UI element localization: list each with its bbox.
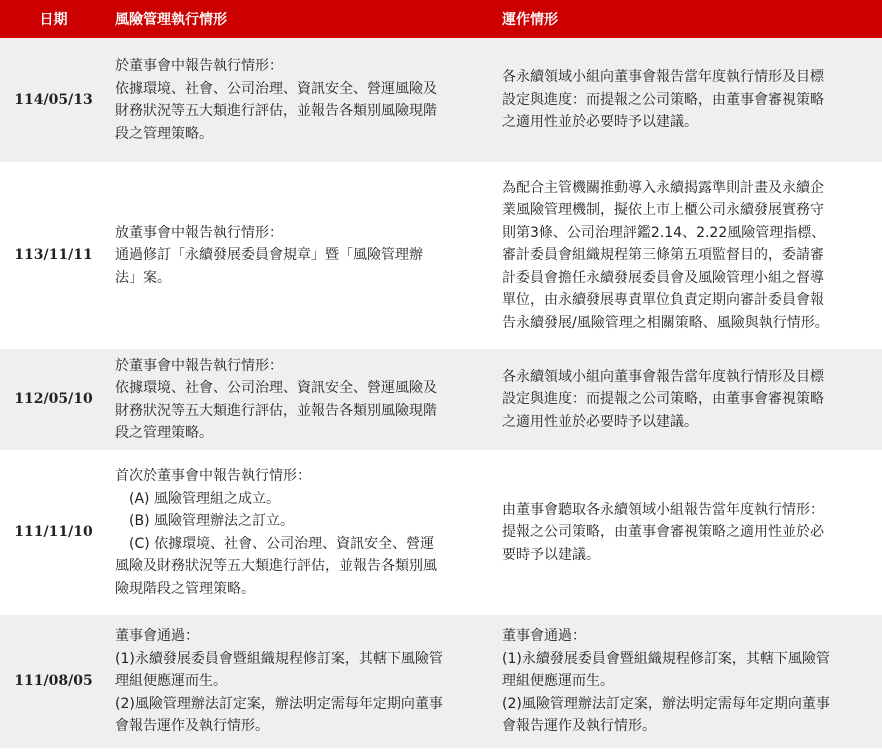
row-date: 111/11/10 [0, 451, 107, 614]
table-row [0, 38, 882, 163]
risk-line: 險現階段之管理策略。 [115, 580, 255, 597]
operation-line: 告永續發展/風險管理之相關策略、風險與執行情形。 [502, 314, 829, 331]
row-risk-cell [107, 614, 494, 748]
risk-line: 董事會通過： [115, 628, 199, 645]
risk-line: 會報告運作及執行情形。 [115, 718, 269, 735]
row-risk-cell [107, 38, 494, 163]
operation-line: 要時予以建議。 [502, 546, 600, 563]
operation-line: 單位，由永續發展專責單位負責定期向審計委員會報 [502, 292, 824, 309]
risk-line: 於董事會中報告執行情形： [115, 58, 283, 74]
row-risk-cell [107, 163, 494, 348]
row-risk-cell [107, 451, 494, 614]
risk-line: 於董事會中報告執行情形： [115, 357, 283, 374]
row-date: 112/05/10 [0, 348, 107, 451]
row-operation-cell [494, 38, 882, 163]
operation-line: 董事會通過： [502, 628, 586, 645]
risk-line: 段之管理策略。 [115, 425, 213, 441]
risk-line: 法」案。 [115, 269, 171, 286]
operation-line: 提報之公司策略，由董事會審視策略之適用性並於必 [502, 524, 824, 541]
risk-line: 財務狀況等五大類進行評估，並報告各類別風險現階 [115, 103, 437, 119]
risk-line: (1)永續發展委員會暨組織規程修訂案，其轄下風險管 [115, 650, 443, 667]
risk-line: 首次於董事會中報告執行情形： [115, 468, 311, 484]
table-row [0, 348, 882, 451]
header-operation: 運作情形 [502, 12, 558, 28]
row-operation-cell [494, 163, 882, 348]
row-operation-cell [494, 451, 882, 614]
row-date: 114/05/13 [0, 38, 107, 163]
table-header-row [0, 0, 882, 38]
risk-line: (C) 依據環境、社會、公司治理、資訊安全、營運 [129, 535, 435, 552]
operation-line: 會報告運作及執行情形。 [502, 718, 656, 735]
risk-line: 放董事會中報告執行情形： [115, 224, 283, 241]
operation-line: 業風險管理機制，擬依上市上櫃公司永續發展實務守 [502, 202, 824, 219]
operation-line: 由董事會聽取各永續領域小組報告當年度執行情形： [502, 501, 824, 518]
row-operation-cell [494, 614, 882, 748]
operation-line: 計委員會擔任永續發展委員會及風險管理小組之督導 [502, 269, 824, 286]
operation-line: 各永續領域小組向董事會報告當年度執行情形及目標 [502, 69, 824, 86]
risk-line: 理組便應運而生。 [115, 673, 227, 690]
risk-line: 通過修訂「永續發展委員會規章」暨「風險管理辦 [115, 247, 423, 264]
risk-line: 依據環境、社會、公司治理、資訊安全、營運風險及 [115, 380, 437, 396]
operation-line: 設定與進度：而提報之公司策略，由董事會審視策略 [502, 91, 824, 108]
operation-line: 為配合主管機關推動導入永續揭露準則計畫及永續企 [502, 179, 824, 196]
table-row [0, 163, 882, 348]
operation-line: 設定與進度：而提報之公司策略，由董事會審視策略 [502, 391, 824, 408]
operation-line: 則第3條、公司治理評鑑2.14、2.22風險管理指標、 [502, 224, 826, 241]
row-risk-cell [107, 348, 494, 451]
operation-line: 各永續領域小組向董事會報告當年度執行情形及目標 [502, 368, 824, 385]
operation-line: 審計委員會組織規程第三條第五項監督目的，委請審 [502, 247, 824, 264]
risk-line: 風險及財務狀況等五大類進行評估，並報告各類別風 [115, 558, 437, 574]
risk-line: 段之管理策略。 [115, 125, 213, 142]
operation-line: 理組便應運而生。 [502, 673, 614, 690]
risk-line: (2)風險管理辦法訂定案，辦法明定需每年定期向董事 [115, 695, 443, 712]
operation-line: 之適用性並於必要時予以建議。 [502, 413, 698, 430]
operation-line: (1)永續發展委員會暨組織規程修訂案，其轄下風險管 [502, 650, 830, 667]
row-date: 113/11/11 [0, 163, 107, 348]
header-date: 日期 [39, 12, 68, 28]
risk-line: 依據環境、社會、公司治理、資訊安全、營運風險及 [115, 80, 437, 97]
operation-line: 之適用性並於必要時予以建議。 [502, 114, 698, 131]
header-risk: 風險管理執行情形 [115, 12, 227, 28]
table-row [0, 451, 882, 614]
risk-line: 財務狀況等五大類進行評估，並報告各類別風險現階 [115, 402, 437, 419]
row-date: 111/08/05 [0, 614, 107, 748]
table-row [0, 614, 882, 748]
row-operation-cell [494, 348, 882, 451]
risk-line: (A) 風險管理組之成立。 [129, 490, 280, 507]
risk-line: (B) 風險管理辦法之訂立。 [129, 513, 294, 529]
operation-line: (2)風險管理辦法訂定案，辦法明定需每年定期向董事 [502, 695, 830, 712]
